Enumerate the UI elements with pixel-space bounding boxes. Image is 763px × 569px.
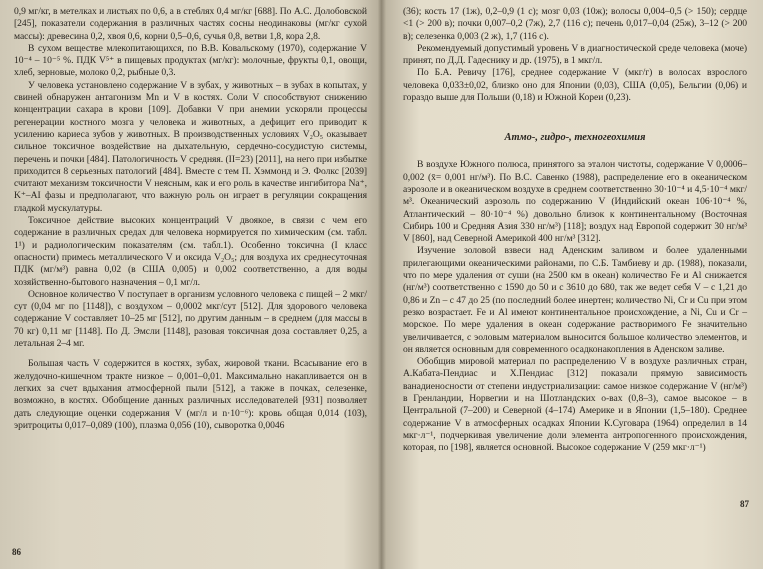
left-page xyxy=(0,0,381,569)
paragraph: Основное количество V поступает в организм условного человека с пищей – 2 мкг/сут (0,04 мг по [1148]), с воздухом – 0,0002 мкг/сут [512]. Для здорового человека содержание V составляет 10–25 мг [512], по другим данным – в среднем (для массы в 70 кг) 0,11 мг [1148]. По Д. Эмсли [1148], разовая токсичная доза составляет 0,25, а летальная 2–4 мг. xyxy=(14,288,367,350)
paragraph: Обобщив мировой материал по распределению V в воздухе различных стран, А.Кабата-Пендиас и Х.Пендиас [312] показали прямую зависимость ванадиеносности от степени индустриализации: самое низкое содержание V (нг/м³) в Гренландии, Норвегии и на Шотландских о-вах (0,8–3), самое высокое – в Центральной (7–200) и Северной (4–174) Америке и в Японии (1,5–180). Среднее содержание V в атмосферных осадках Японии К.Суговара (1964) определил в 14 мкг·л⁻¹, подчеркивая увеличение доли элемента антропогенного происхождения, которая, по [198], является основной. Высокое содержание V (259 мкг·л⁻¹) xyxy=(403,356,747,454)
paragraph: Большая часть V содержится в костях, зубах, жировой ткани. Всасывание его в желудочно-кишечном тракте низкое – 0,001–0,01. Максимально накапливается он в легких за счет вдыхания атмосферной пыли [512], а также в почках, селезенке, возможно, в костях. Обобщение данных различных исследователей [931] позволяет дать следующие оценки содержания V (мг/л и n·10⁻⁶): кровь общая 0,014 (103), эритроциты 0,017–0,089 (100), плазма 0,056 (10), сыворотка 0,0046 xyxy=(14,358,367,431)
paragraph: По Б.А. Ревичу [176], среднее содержание V (мкг/г) в волосах взрослого человека 0,033±0,02, близко оно для Японии (0,03), США (0,05), Бельгии (0,06) и гораздо выше для Польши (0,18) и Южной Кореи (0,23). xyxy=(403,67,747,104)
paragraph: Токсичное действие высоких концентраций V двоякое, в связи с чем его содержание в различных средах для человека нормируется по химическим (см. табл. 1¹) и радиологическим показателям (см. табл.1). Особенно токсична (I класс опасности) примесь металлического V и оксида V₂O₅; для воздуха их среднесуточная ПДК (мг/м³) равна 0,02 (в США 0,005) и 0,002 соответственно, а для воды хозяйственно-бытового назначения – 0,1 мг/л. xyxy=(14,215,367,288)
page-number: 87 xyxy=(740,499,749,509)
paragraph: У человека установлено содержание V в зубах, у животных – в зубах в копытах, у свиней обнаружен антагонизм Mn и V в костях. Соли V способствуют снижению концентрации сахара в крови [109]. Добавки V при анемии ускоряли процессы регенерации костного мозга у человека и животных, а дефицит его приводит к усилению кариеса зубов у животных. В производственных условиях V₂O₅ оказывает сильное токсичное воздействие на дыхательную, сердечно-сосудистую системы, перечень и почки [484]. Патологичность V средняя. (II=23) [2011], на него при избытке приходится 8 серьезных патологий [484]. Вместе с тем П. Хэммонд и Э. Фолкс [2039] считают механизм токсичности V неясным, как и его роль в качестве ингибитора Na⁺, K⁺–AI фазы и предполагают, что важную роль он играет в регуляции сокращения гладкой мускулатуры. xyxy=(14,79,367,214)
section-heading: Атмо-, гидро-, техногеохимия xyxy=(504,132,646,144)
paragraph: В воздухе Южного полюса, принятого за эталон чистоты, содержание V 0,0006–0,002 (x̄= 0,001 нг/м³). По В.С. Савенко (1988), распределение его в океаническом аэрозоле и в океаническом воздухе в среднем соответственно 30·10⁻⁴ и 4,5·10⁻⁴ мкг/м³. Океанический аэрозоль по содержанию V (Индийский океан 106·10⁻⁴ %, Атлантический – 80·10⁻⁴ %) довольно близок к континентальному (Восточная Сибирь 100 и Средняя Азия 330 нг/м³) [118]; воздух над Европой содержит 30 нг/м³ V [860], над Северной Америкой 400 нг/м³ [312]. xyxy=(403,159,747,245)
paragraph: Изучение золовой взвеси над Аденским заливом и более удаленными прилегающими океаническими районами, по С.Б. Тамбиеву и др. (1988), показали, что по мере удаления от суши (на 2500 км в океан) количество Fe и Al снижается (нг/м³) соответственно с 1590 до 50 и с 3610 до 680, так же ведет себя V – с 1,21 до 0,86 и Zn – с 47 до 25 (по последний более инертен; количество Ni, Cr и Cu при этом резко возрастает. Fe и Al имеют континентальное происхождение, а Ni, Cu и Cr – морское. По мере удаления в океан содержание растворимого Fe значительно увеличивается, с эоловым материалом выносится большое количество элементов, и он является основным для современного осадконакопления в Аденском заливе. xyxy=(403,245,747,355)
page-number: 86 xyxy=(12,547,21,557)
paragraph: В сухом веществе млекопитающихся, по В.В. Ковальскому (1970), содержание V 10⁻⁴ – 10⁻⁵ %. ПДК V⁵⁺ в пищевых продуктах (мг/кг): молочные, фрукты 0,1, овощи, хлеб, зерновые, молоко 0,2, рыбные 0,3. xyxy=(14,42,367,79)
paragraph: 0,9 мг/кг, в метелках и листьях по 0,6, а в стеблях 0,4 мг/кг [688]. По А.С. Долобовской [245], показатели содержания в различных частях сосны неодинаковы (мг/кг сухой массы): древесина 0,2, хвоя 0,6, корни 0,5–0,6, сучья 0,8, ветви 1,8, кора 2,8. xyxy=(14,6,367,42)
right-page xyxy=(381,0,763,569)
paragraph: (36); кость 17 (1ж), 0,2–0,9 (1 с); мозг 0,03 (10ж); волосы 0,004–0,5 (> 150); сердце <1 (> 200 в); почки 0,007–0,2 (7ж), 2,7 (116 с); печень 0,017–0,04 (25ж), 3–12 (> 200 в); селезенка 0,003 (2 ж), 1,7 (116 с). xyxy=(403,6,747,42)
paragraph: Рекомендуемый допустимый уровень V в диагностической среде человека (моче) принят, по Д.Д. Гадеснику и др. (1975), в 1 мкг/л. xyxy=(403,42,747,67)
